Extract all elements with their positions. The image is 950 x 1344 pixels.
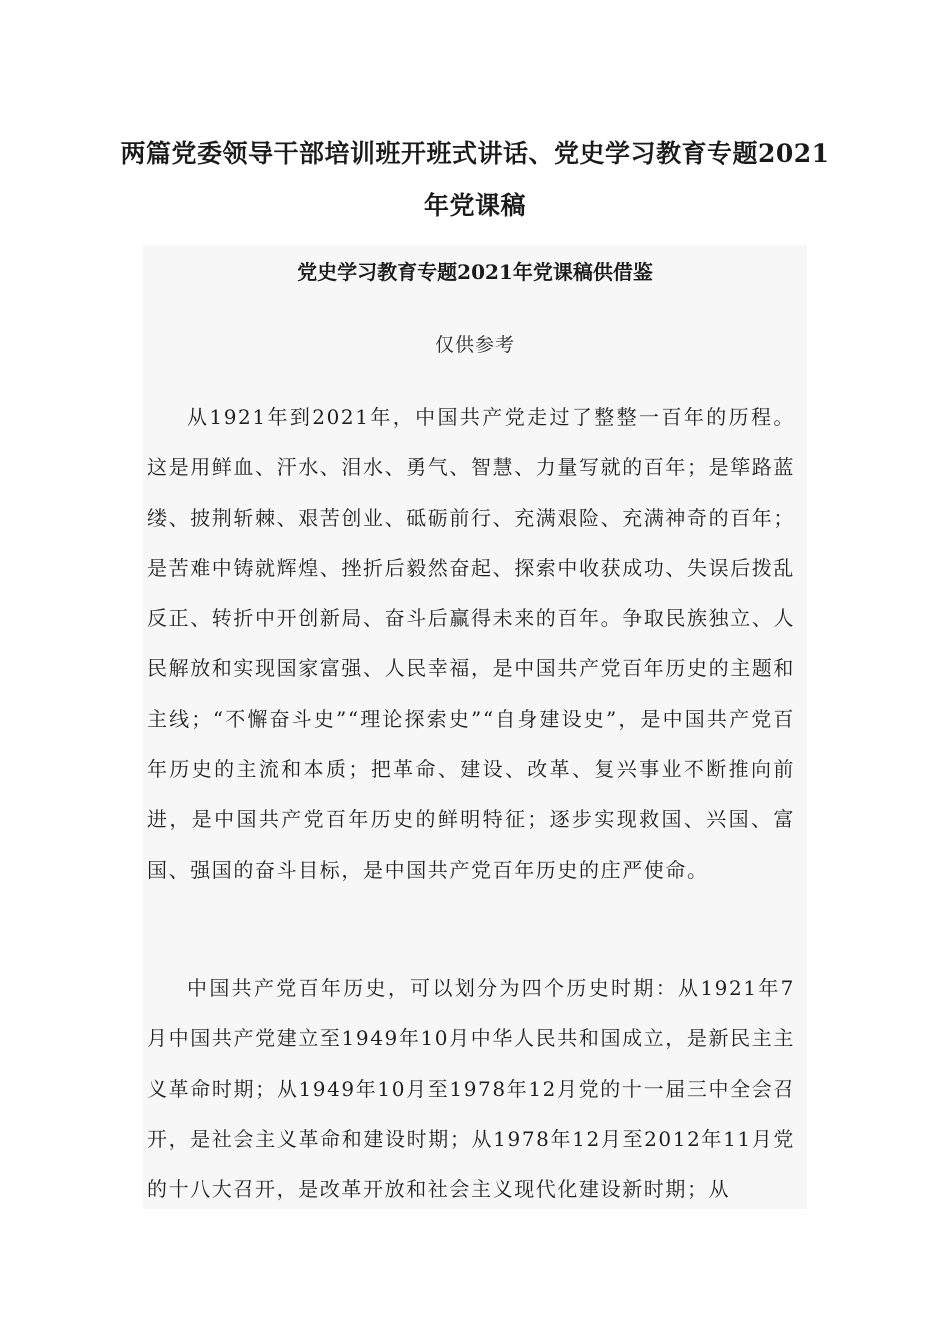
- document-title: 两篇党委领导干部培训班开班式讲话、党史学习教育专题2021年党课稿: [120, 139, 830, 220]
- article-panel: [143, 245, 807, 1209]
- article-paragraph-2: 中国共产党百年历史，可以划分为四个历史时期：从1921年7月中国共产党建立至1949年10月中华人民共和国成立，是新民主主义革命时期；从1949年10月至1978年12月党的十一届三中全会召开，是社会主义革命和建设时期；从1978年12月至2012年11月党的十八大召开，是改革开放和社会主义现代化建设新时期；从: [147, 976, 795, 1202]
- article-paragraph-1: 从1921年到2021年，中国共产党走过了整整一百年的历程。这是用鲜血、汗水、泪水、勇气、智慧、力量写就的百年；是筚路蓝缕、披荆斩棘、艰苦创业、砥砺前行、充满艰险、充满神奇的百年；是苦难中铸就辉煌、挫折后毅然奋起、探索中收获成功、失误后拨乱反正、转折中开创新局、奋斗后赢得未来的百年。争取民族独立、人民解放和实现国家富强、人民幸福，是中国共产党百年历史的主题和主线；“不懈奋斗史”“理论探索史”“自身建设史”，是中国共产党百年历史的主流和本质；把革命、建设、改革、复兴事业不断推向前进，是中国共产党百年历史的鲜明特征；逐步实现救国、兴国、富国、强国的奋斗目标，是中国共产党百年历史的庄严使命。: [147, 405, 795, 882]
- article-note: 仅供参考: [434, 334, 515, 356]
- article-title: 党史学习教育专题2021年党课稿供借鉴: [297, 260, 653, 284]
